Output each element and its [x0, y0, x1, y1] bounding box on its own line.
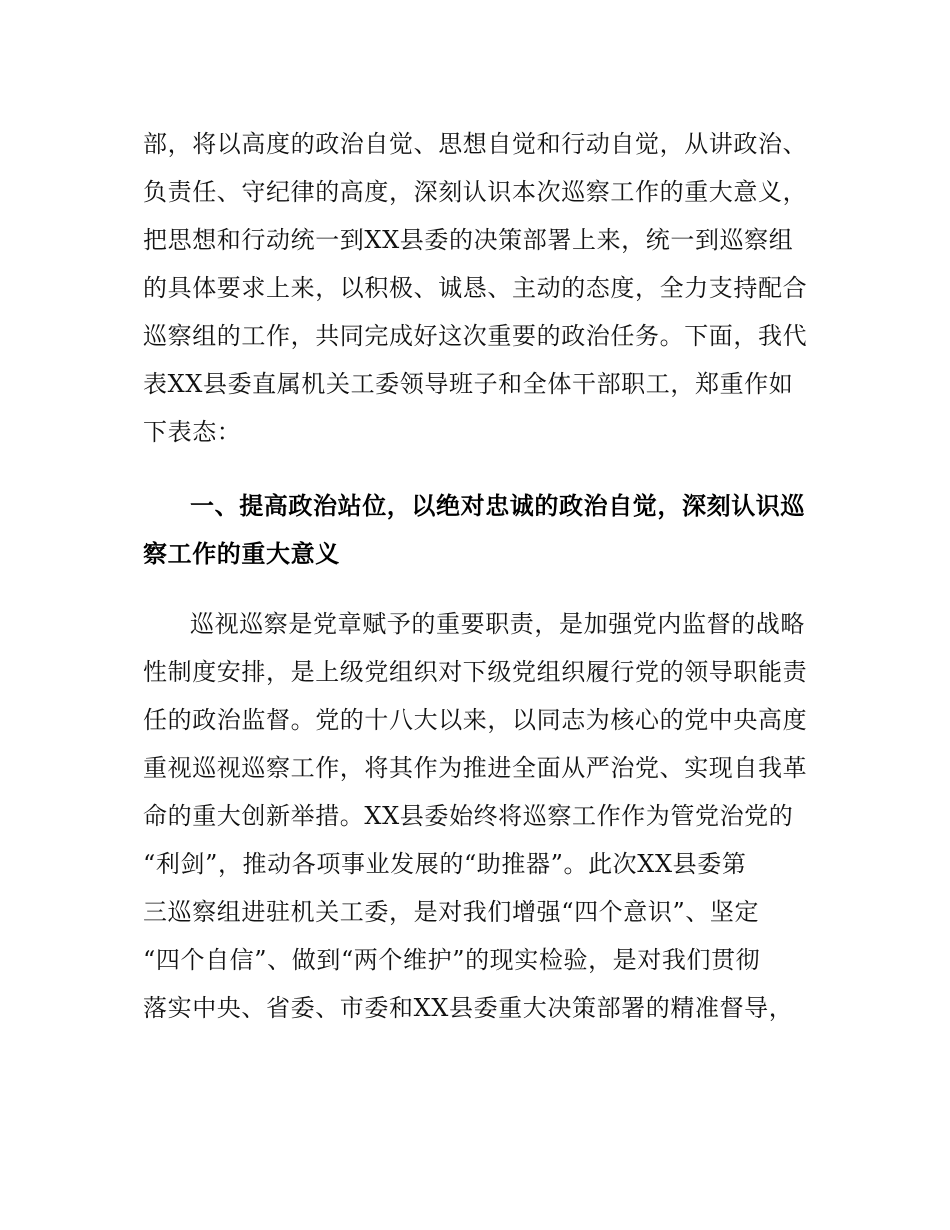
text-line: 三巡察组进驻机关工委，是对我们增强“四个意识”、坚定	[143, 898, 760, 926]
text-line: 的具体要求上来，以积极、诚恳、主动的态度，全力支持配合	[143, 274, 808, 302]
text-line: 巡察组的工作，共同完成好这次重要的政治任务。下面，我代	[143, 322, 808, 350]
text-line: 重视巡视巡察工作，将其作为推进全面从严治党、实现自我革	[143, 754, 808, 782]
text-line: 负责任、守纪律的高度，深刻认识本次巡察工作的重大意义，	[143, 178, 808, 206]
section-heading: 察工作的重大意义	[143, 540, 340, 568]
section-heading: 一、提高政治站位，以绝对忠诚的政治自觉，深刻认识巡	[190, 492, 805, 520]
text-line: 性制度安排，是上级党组织对下级党组织履行党的领导职能责	[143, 658, 808, 686]
text-line: “利剑”，推动各项事业发展的“助推器”。此次XX县委第	[143, 850, 747, 878]
text-line: 命的重大创新举措。XX县委始终将巡察工作作为管党治党的	[143, 802, 794, 830]
text-line: 任的政治监督。党的十八大以来，以同志为核心的党中央高度	[143, 706, 808, 734]
text-line: 下表态：	[143, 418, 242, 446]
text-line: 把思想和行动统一到XX县委的决策部署上来，统一到巡察组	[143, 226, 794, 254]
text-line: “四个自信”、做到“两个维护”的现实检验，是对我们贯彻	[143, 946, 761, 974]
text-line: 落实中央、省委、市委和XX县委重大决策部署的精准督导，	[143, 994, 794, 1022]
text-line: 部，将以高度的政治自觉、思想自觉和行动自觉，从讲政治、	[143, 130, 808, 158]
text-line: 表XX县委直属机关工委领导班子和全体干部职工，郑重作如	[143, 370, 794, 398]
text-line: 巡视巡察是党章赋予的重要职责，是加强党内监督的战略	[190, 610, 805, 638]
